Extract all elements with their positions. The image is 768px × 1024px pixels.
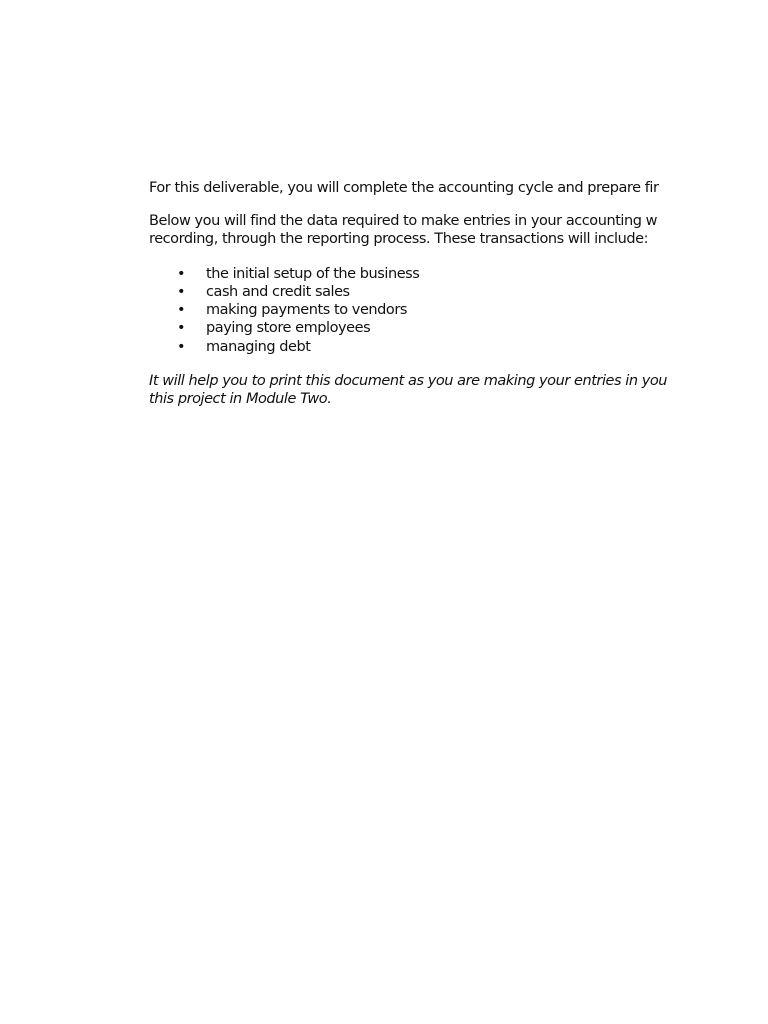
list-item-text: managing debt (206, 339, 311, 355)
paragraph-line-1: Below you will find the data required to make entries in your accounting w (149, 213, 658, 229)
list-item (177, 265, 419, 283)
bullet-icon: • (177, 284, 186, 300)
note-line-1: It will help you to print this document as you are making your entries in you (149, 373, 668, 389)
list-item-text: making payments to vendors (206, 302, 407, 318)
document-body (149, 0, 673, 1024)
bullet-icon: • (177, 339, 186, 355)
list-item (177, 283, 350, 301)
bullet-icon: • (177, 302, 186, 318)
paragraph-line-2: recording, through the reporting process. These transactions will include: (149, 231, 649, 247)
bullet-icon: • (177, 320, 186, 336)
list-item-text: the initial setup of the business (206, 266, 420, 282)
list-item (177, 319, 370, 337)
bullet-icon: • (177, 266, 186, 282)
list-item (177, 338, 311, 356)
note-line-2: this project in Module Two. (149, 391, 332, 407)
intro-text: For this deliverable, you will complete the accounting cycle and prepare fir (149, 180, 659, 196)
list-item-text: paying store employees (206, 320, 371, 336)
list-item (177, 301, 407, 319)
list-item-text: cash and credit sales (206, 284, 350, 300)
